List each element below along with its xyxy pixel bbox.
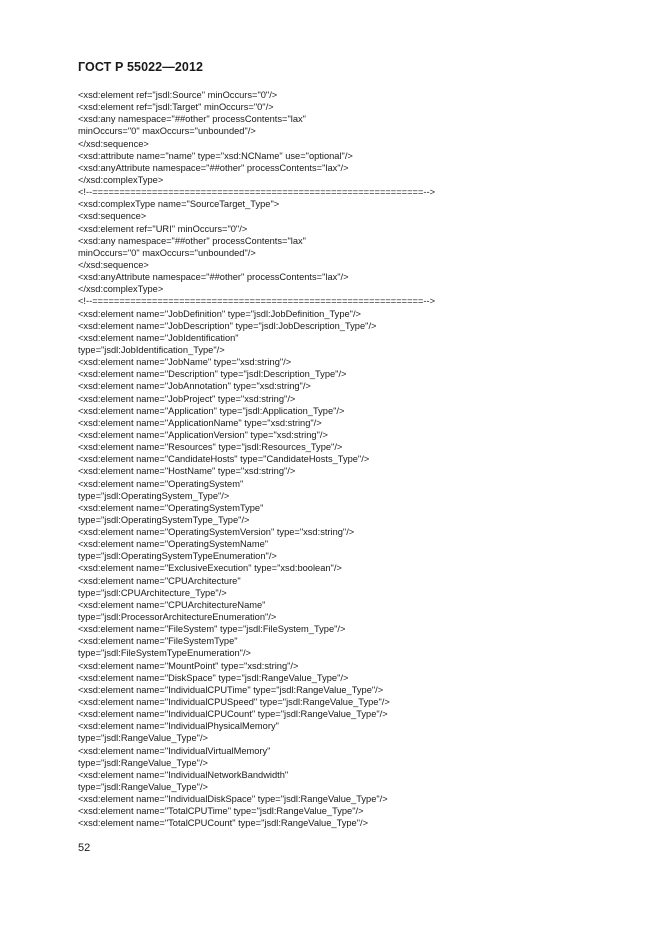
- code-line: <xsd:element name="ApplicationVersion" type="xsd:string"/>: [78, 429, 328, 440]
- code-line: <xsd:element name="JobDescription" type="jsdl:JobDescription_Type"/>: [78, 320, 377, 331]
- code-line: <xsd:element name="JobProject" type="xsd:string"/>: [78, 393, 296, 404]
- code-line: <xsd:element ref="jsdl:Target" minOccurs="0"/>: [78, 102, 274, 113]
- code-line: </xsd:sequence>: [78, 259, 149, 270]
- code-line: </xsd:complexType>: [78, 174, 164, 185]
- code-line: <xsd:element name="IndividualPhysicalMemory": [78, 721, 279, 732]
- code-line: type="jsdl:RangeValue_Type"/>: [78, 782, 208, 793]
- code-line: type="jsdl:JobIdentification_Type"/>: [78, 344, 225, 355]
- code-line: <xsd:element ref="URI" minOccurs="0"/>: [78, 223, 248, 234]
- code-line: <xsd:element name="IndividualNetworkBandwidth": [78, 769, 289, 780]
- code-line: <!--=============================================================-->: [78, 296, 436, 307]
- code-line: <xsd:element name="JobIdentification": [78, 332, 239, 343]
- code-line: <xsd:element name="DiskSpace" type="jsdl:RangeValue_Type"/>: [78, 672, 349, 683]
- code-line: <xsd:element name="OperatingSystemVersion" type="xsd:string"/>: [78, 527, 355, 538]
- code-line: <xsd:element name="FileSystem" type="jsdl:FileSystem_Type"/>: [78, 624, 346, 635]
- code-line: <xsd:element name="JobAnnotation" type="xsd:string"/>: [78, 381, 311, 392]
- xsd-code-listing: [78, 89, 618, 830]
- code-line: <xsd:element name="TotalCPUTime" type="jsdl:RangeValue_Type"/>: [78, 806, 364, 817]
- code-line: minOccurs="0" maxOccurs="unbounded"/>: [78, 126, 256, 137]
- code-line: <xsd:element name="TotalCPUCount" type="jsdl:RangeValue_Type"/>: [78, 818, 369, 829]
- code-line: <xsd:element name="OperatingSystem": [78, 478, 244, 489]
- code-line: <xsd:attribute name="name" type="xsd:NCName" use="optional"/>: [78, 150, 353, 161]
- code-line: <!--=============================================================-->: [78, 187, 436, 198]
- code-line: <xsd:element name="IndividualCPUSpeed" type="jsdl:RangeValue_Type"/>: [78, 697, 390, 708]
- code-line: <xsd:element name="IndividualDiskSpace" type="jsdl:RangeValue_Type"/>: [78, 794, 388, 805]
- code-line: type="jsdl:OperatingSystemTypeEnumeration"/>: [78, 551, 277, 562]
- code-line: type="jsdl:OperatingSystem_Type"/>: [78, 490, 230, 501]
- code-line: <xsd:element name="Application" type="jsdl:Application_Type"/>: [78, 405, 345, 416]
- code-line: type="jsdl:OperatingSystemType_Type"/>: [78, 514, 250, 525]
- code-line: type="jsdl:ProcessorArchitectureEnumeration"/>: [78, 612, 277, 623]
- code-line: <xsd:element name="IndividualCPUCount" type="jsdl:RangeValue_Type"/>: [78, 709, 388, 720]
- code-line: <xsd:anyAttribute namespace="##other" processContents="lax"/>: [78, 162, 349, 173]
- code-line: </xsd:complexType>: [78, 284, 164, 295]
- code-line: <xsd:element name="ApplicationName" type="xsd:string"/>: [78, 417, 322, 428]
- code-line: <xsd:element name="Resources" type="jsdl:Resources_Type"/>: [78, 442, 343, 453]
- code-line: <xsd:any namespace="##other" processContents="lax": [78, 235, 306, 246]
- code-line: <xsd:anyAttribute namespace="##other" processContents="lax"/>: [78, 272, 349, 283]
- code-line: <xsd:element ref="jsdl:Source" minOccurs="0"/>: [78, 90, 278, 100]
- standard-header: ГОСТ Р 55022—2012: [78, 60, 204, 74]
- code-line: type="jsdl:RangeValue_Type"/>: [78, 757, 208, 768]
- code-line: <xsd:element name="JobName" type="xsd:string"/>: [78, 357, 292, 368]
- code-line: <xsd:element name="FileSystemType": [78, 636, 238, 647]
- code-line: type="jsdl:CPUArchitecture_Type"/>: [78, 587, 227, 598]
- code-line: <xsd:element name="JobDefinition" type="jsdl:JobDefinition_Type"/>: [78, 308, 361, 319]
- code-line: <xsd:element name="HostName" type="xsd:string"/>: [78, 466, 296, 477]
- code-line: <xsd:element name="Description" type="jsdl:Description_Type"/>: [78, 369, 347, 380]
- code-line: minOccurs="0" maxOccurs="unbounded"/>: [78, 247, 256, 258]
- code-line: type="jsdl:FileSystemTypeEnumeration"/>: [78, 648, 251, 659]
- code-line: <xsd:element name="MountPoint" type="xsd:string"/>: [78, 660, 299, 671]
- code-line: <xsd:element name="CandidateHosts" type="CandidateHosts_Type"/>: [78, 454, 370, 465]
- code-line: <xsd:element name="CPUArchitecture": [78, 575, 241, 586]
- code-line: <xsd:any namespace="##other" processContents="lax": [78, 114, 306, 125]
- page-number: 52: [78, 842, 91, 854]
- code-line: type="jsdl:RangeValue_Type"/>: [78, 733, 208, 744]
- code-line: <xsd:sequence>: [78, 211, 147, 222]
- code-line: <xsd:element name="IndividualCPUTime" type="jsdl:RangeValue_Type"/>: [78, 684, 384, 695]
- code-line: <xsd:complexType name="SourceTarget_Type">: [78, 199, 280, 210]
- code-line: <xsd:element name="OperatingSystemType": [78, 502, 264, 513]
- code-line: <xsd:element name="ExclusiveExecution" type="xsd:boolean"/>: [78, 563, 342, 574]
- code-line: <xsd:element name="IndividualVirtualMemory": [78, 745, 271, 756]
- code-line: <xsd:element name="OperatingSystemName": [78, 539, 269, 550]
- code-line: <xsd:element name="CPUArchitectureName": [78, 599, 266, 610]
- code-line: </xsd:sequence>: [78, 138, 149, 149]
